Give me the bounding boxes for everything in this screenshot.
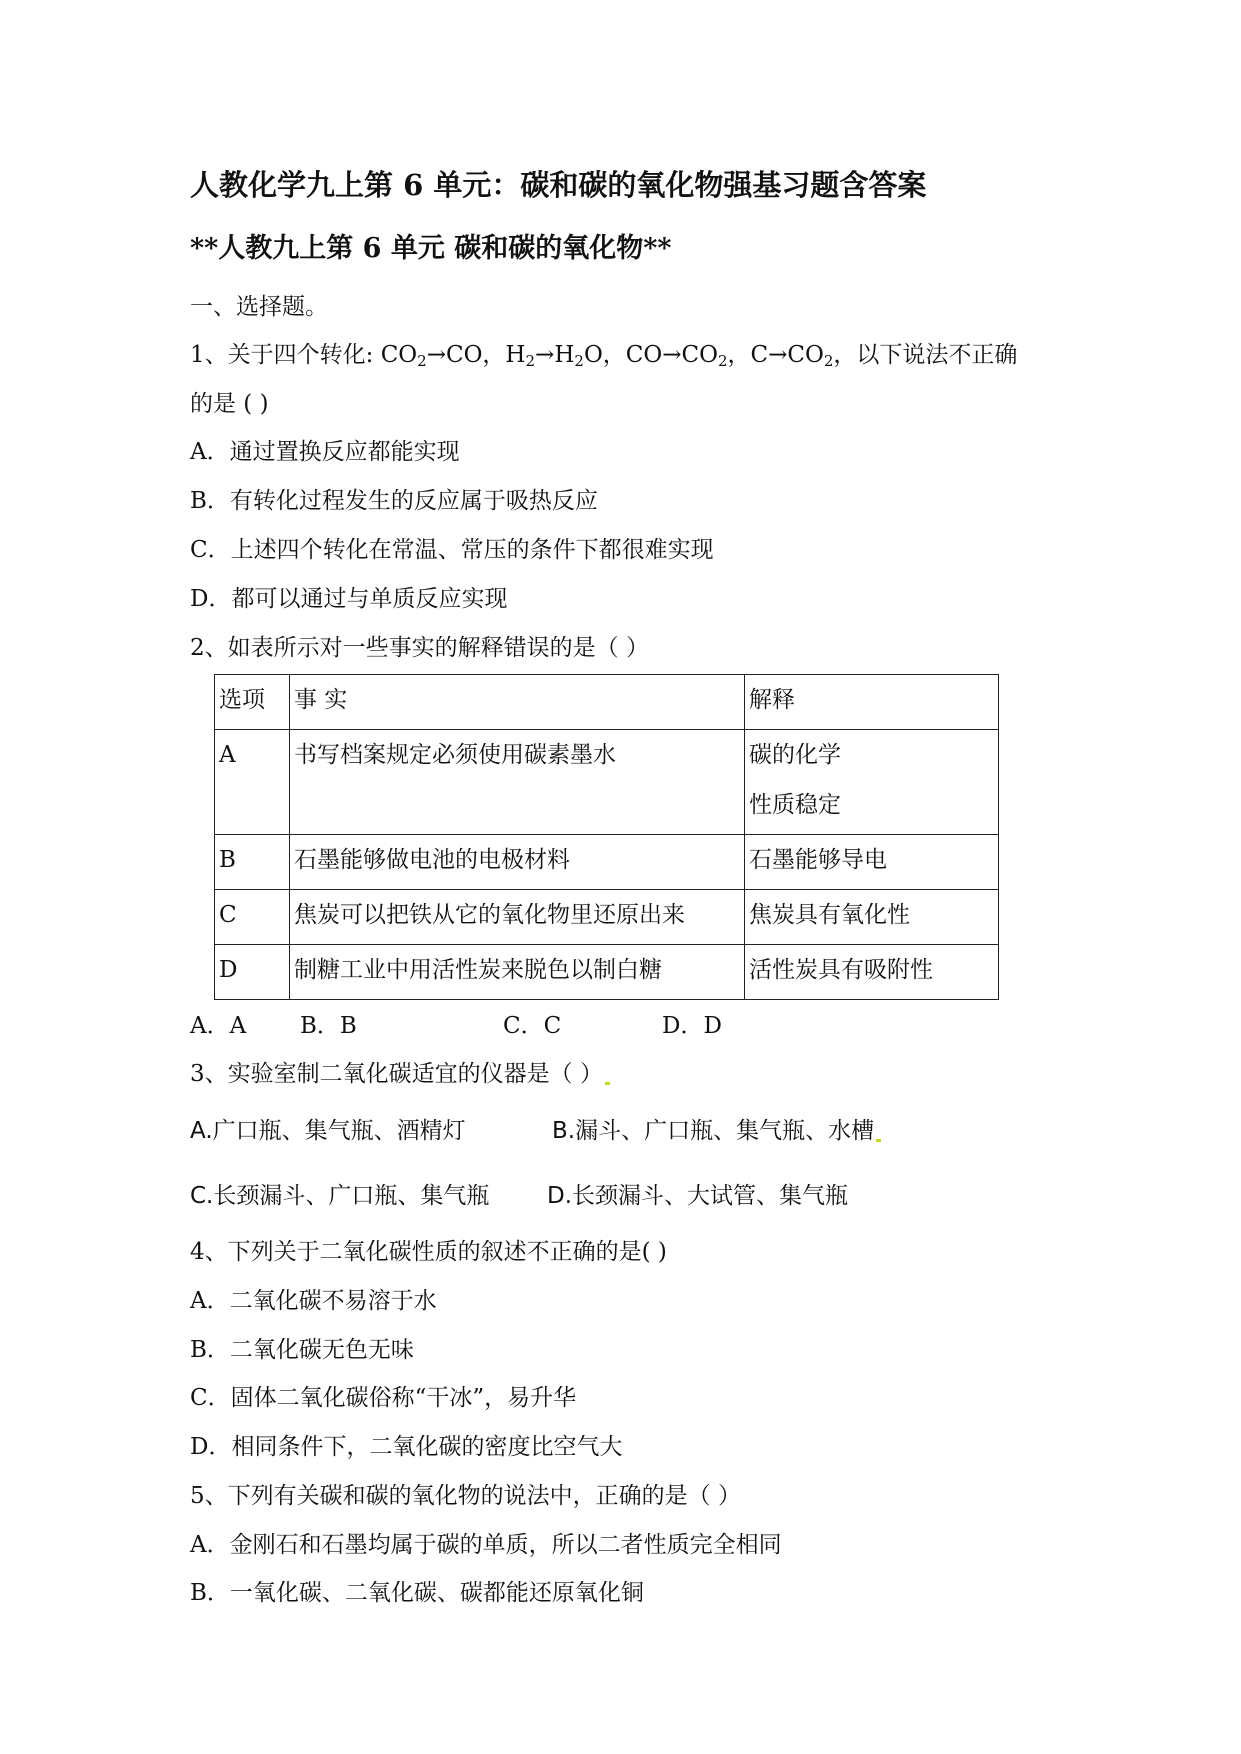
q4-option-b: B．二氧化碳无色无味 xyxy=(190,1337,414,1363)
q1-option-b: B．有转化过程发生的反应属于吸热反应 xyxy=(190,488,598,514)
q1-stem-line2: 的是 ( ) xyxy=(190,391,269,417)
table-header-explain: 解释 xyxy=(745,675,999,730)
q3-options-row1 xyxy=(190,1116,990,1146)
table-cell-explain: 活性炭具有吸附性 xyxy=(745,945,999,1000)
table-header-option: 选项 xyxy=(215,675,290,730)
table-header-row xyxy=(215,675,999,730)
q1-option-c: C．上述四个转化在常温、常压的条件下都很难实现 xyxy=(190,537,714,563)
q3-option-b: B.漏斗、广口瓶、集气瓶、水槽 xyxy=(552,1116,881,1146)
table-row xyxy=(215,890,999,945)
q3-option-a: A.广口瓶、集气瓶、酒精灯 xyxy=(190,1118,466,1144)
q2-option-d: D．D xyxy=(662,1013,722,1039)
q5-stem: 5、下列有关碳和碳的氧化物的说法中，正确的是（ ） xyxy=(190,1483,741,1509)
q3-options-row2 xyxy=(190,1181,990,1211)
q3-option-d: D.长颈漏斗、大试管、集气瓶 xyxy=(547,1183,849,1209)
q5-option-a: A．金刚石和石墨均属于碳的单质，所以二者性质完全相同 xyxy=(190,1532,782,1558)
table-row xyxy=(215,730,999,835)
q4-stem: 4、下列关于二氧化碳性质的叙述不正确的是( ) xyxy=(190,1239,667,1265)
table-cell-option: D xyxy=(215,945,290,1000)
q3-option-c: C.长颈漏斗、广口瓶、集气瓶 xyxy=(190,1183,490,1209)
highlight-mark xyxy=(605,1082,610,1085)
table-cell-explain: 碳的化学 性质稳定 xyxy=(745,730,999,835)
q2-option-b: B．B xyxy=(300,1013,357,1039)
q4-option-a: A．二氧化碳不易溶于水 xyxy=(190,1288,437,1314)
facts-table xyxy=(214,674,999,1000)
table-row xyxy=(215,835,999,890)
table-cell-fact: 书写档案规定必须使用碳素墨水 xyxy=(290,730,745,835)
section-heading: 一、选择题。 xyxy=(190,294,328,320)
q1-option-a: A．通过置换反应都能实现 xyxy=(190,439,460,465)
table-cell-fact: 石墨能够做电池的电极材料 xyxy=(290,835,745,890)
document-subtitle: **人教九上第 6 单元 碳和碳的氧化物** xyxy=(190,233,672,264)
q2-stem: 2、如表所示对一些事实的解释错误的是（ ） xyxy=(190,635,649,661)
q3-stem: 3、实验室制二氧化碳适宜的仪器是（ ） xyxy=(190,1059,610,1089)
document-title: 人教化学九上第 6 单元：碳和碳的氧化物强基习题含答案 xyxy=(190,168,927,202)
q1-option-d: D．都可以通过与单质反应实现 xyxy=(190,586,508,612)
table-cell-option: B xyxy=(215,835,290,890)
highlight-mark xyxy=(876,1139,881,1142)
table-cell-explain: 石墨能够导电 xyxy=(745,835,999,890)
q4-option-d: D．相同条件下，二氧化碳的密度比空气大 xyxy=(190,1434,623,1460)
table-cell-fact: 焦炭可以把铁从它的氧化物里还原出来 xyxy=(290,890,745,945)
table-cell-option: C xyxy=(215,890,290,945)
q2-options xyxy=(190,1011,790,1041)
table-row xyxy=(215,945,999,1000)
q1-stem-line1: 1、关于四个转化: $CO_2\to CO$，$H_2\to H_2O$，$CO\to CO_2$，$C\to CO_2$，以下说法不正确 xyxy=(190,342,1018,370)
table-header-fact: 事 实 xyxy=(290,675,745,730)
table-cell-explain: 焦炭具有氧化性 xyxy=(745,890,999,945)
table-cell-option: A xyxy=(215,730,290,835)
table-cell-fact: 制糖工业中用活性炭来脱色以制白糖 xyxy=(290,945,745,1000)
q2-option-a: A．A xyxy=(190,1013,247,1039)
q5-option-b: B．一氧化碳、二氧化碳、碳都能还原氧化铜 xyxy=(190,1580,644,1606)
q4-option-c: C．固体二氧化碳俗称“干冰”，易升华 xyxy=(190,1385,577,1411)
q2-option-c: C．C xyxy=(503,1013,562,1039)
